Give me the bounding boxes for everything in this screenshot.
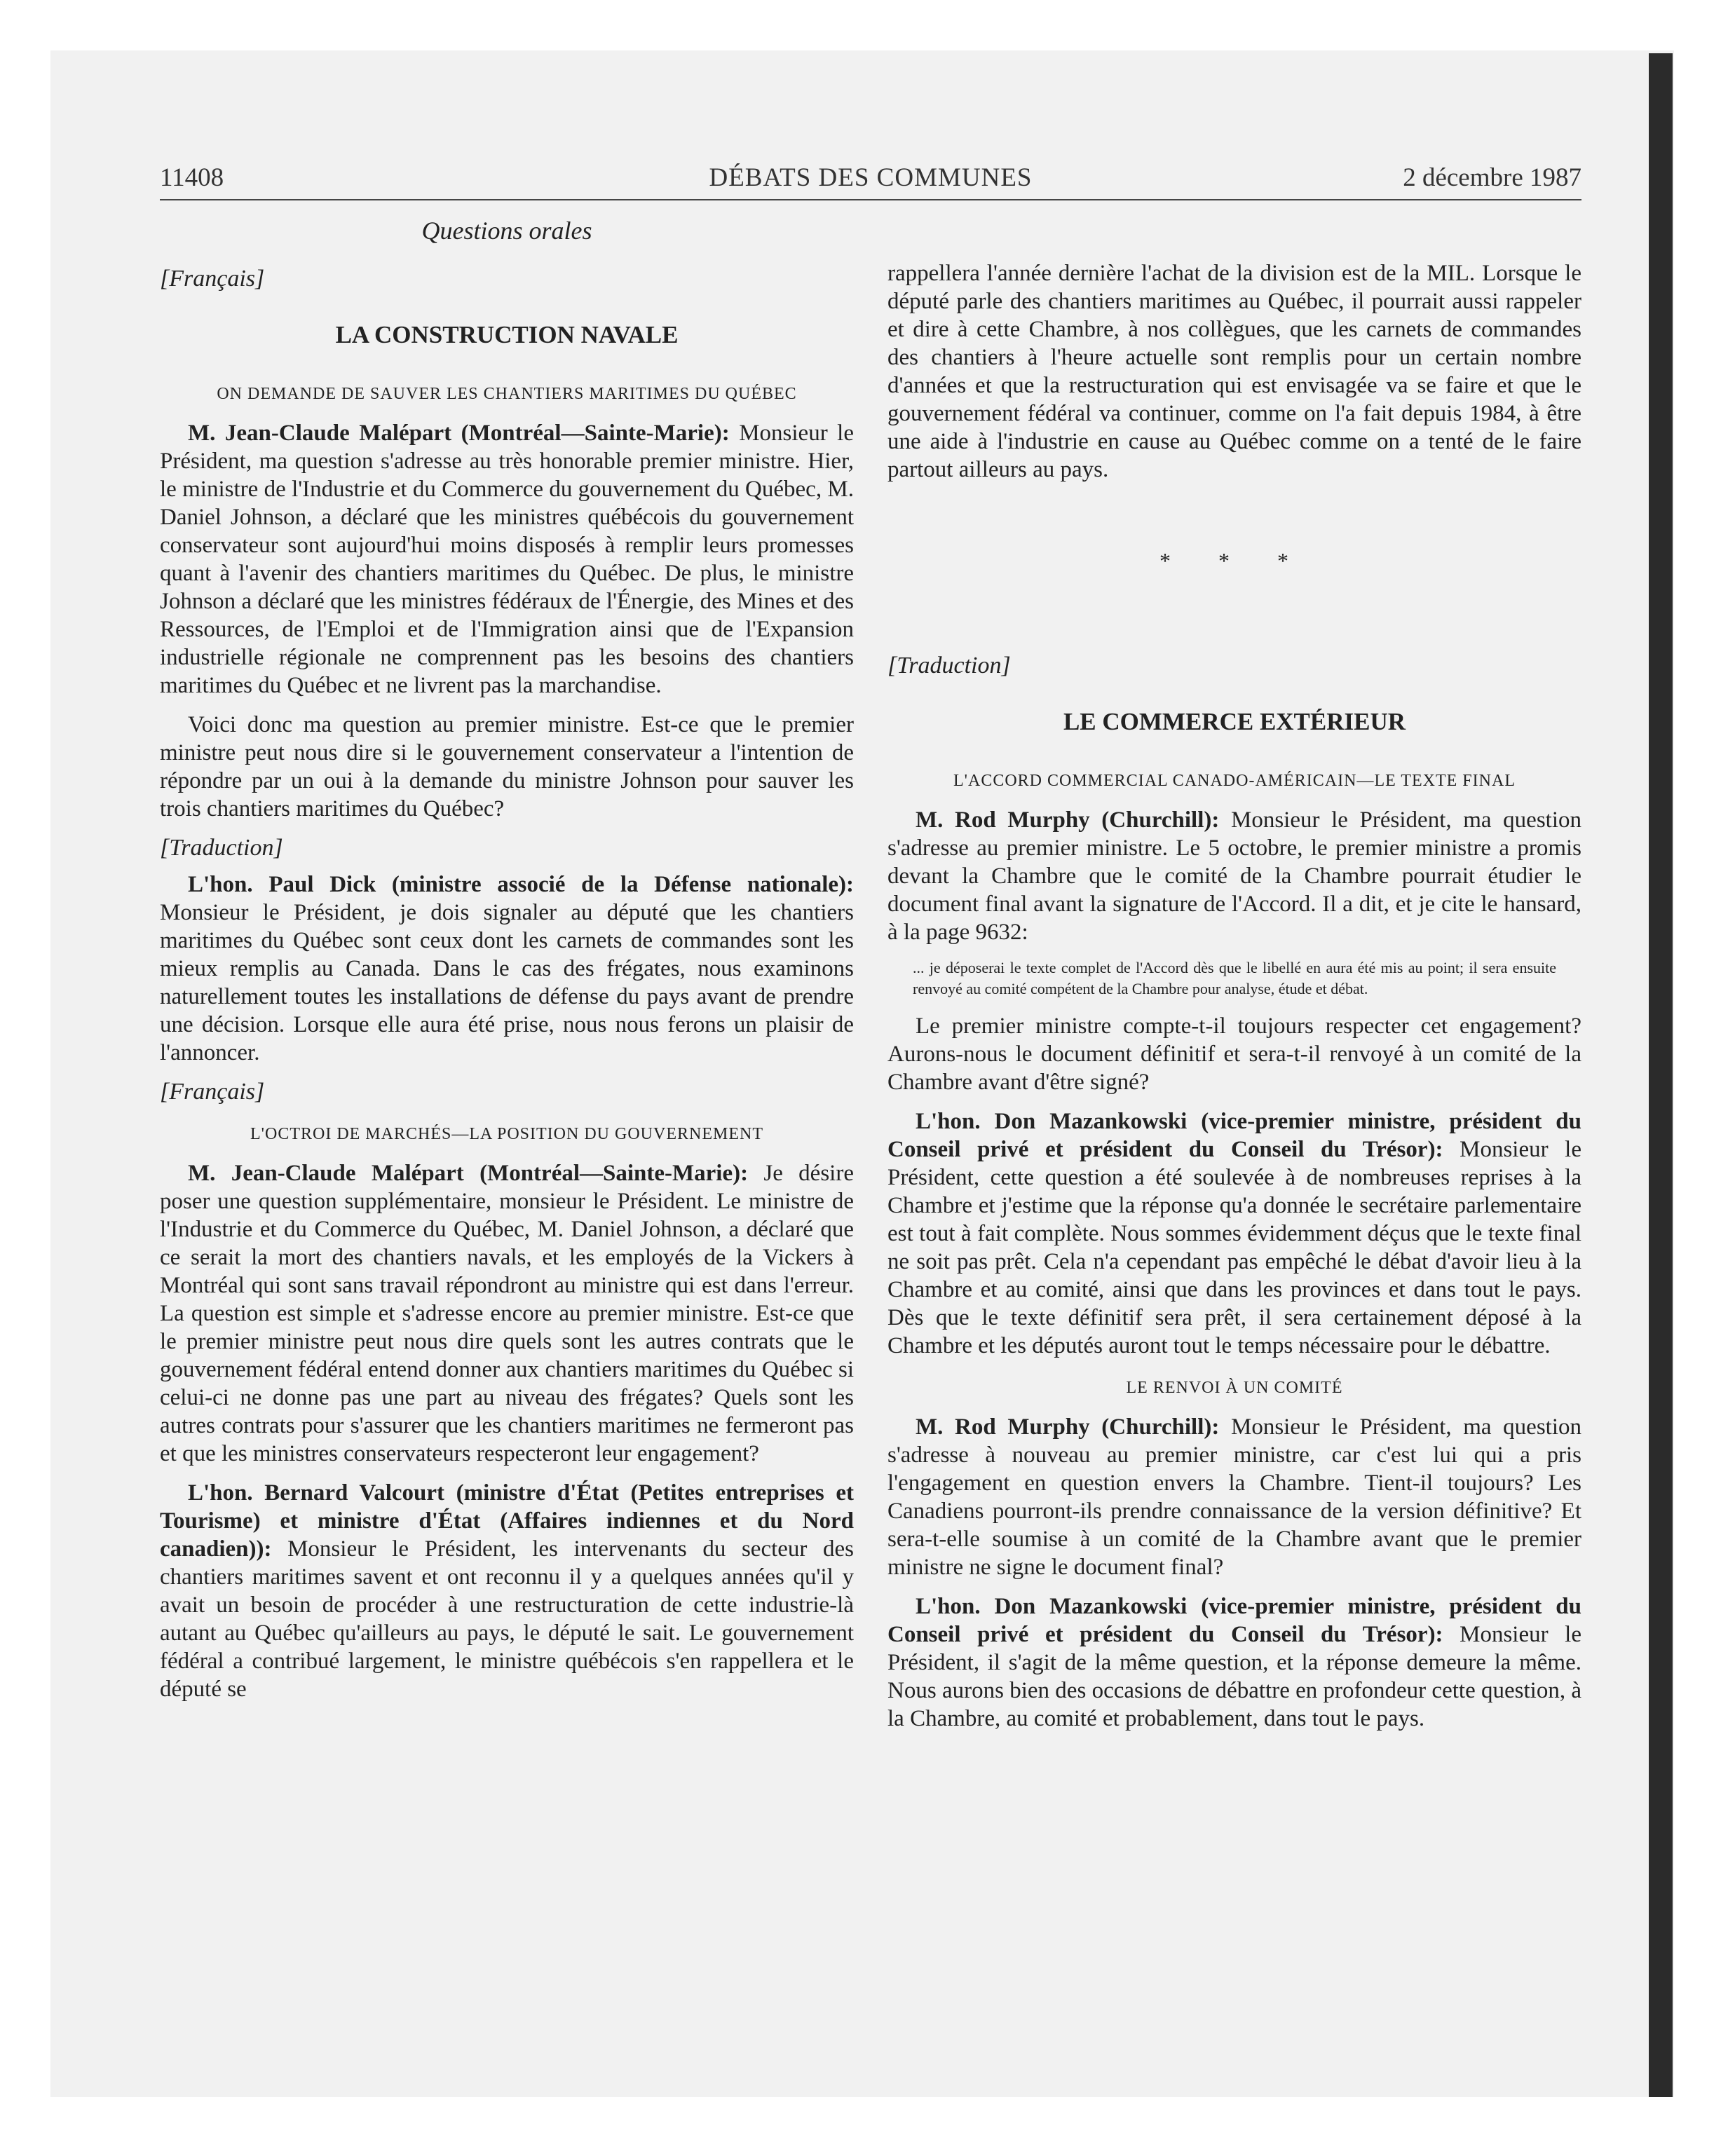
subsection-heading: L'OCTROI DE MARCHÉS—LA POSITION DU GOUVERNEMENT (250, 1125, 763, 1143)
speaker-name: L'hon. Don Mazankowski (vice-premier ministre, président du Conseil privé et président du Conseil du Trésor): (887, 1594, 1581, 1647)
speaker-name: M. Rod Murphy (Churchill): (916, 1414, 1220, 1440)
language-note: [Traduction] (160, 835, 283, 861)
scan-edge-bar (1649, 53, 1673, 2097)
speech-paragraph (160, 1479, 854, 1703)
language-note: [Français] (160, 266, 265, 292)
left-column (160, 259, 854, 1714)
speech-text: Monsieur le Président, ma question s'adresse au très honorable premier ministre. Hier, le ministre de l'Industrie et du Commerce du gouvernement du Québec, M. Daniel Johnson, a déclaré que les ministres québécois du gouvernement conservateur sont aujourd'hui moins disposés à remplir leurs promesses quant à l'avenir des chantiers maritimes du Québec. De plus, le ministre Johnson a déclaré que les ministres fédéraux de l'Énergie, des Mines et des Ressources, de l'Emploi et de l'Immigration ainsi que de l'Expansion industrielle régionale ne comprennent pas les besoins des chantiers maritimes du Québec et ne livrent pas la marchandise. (160, 421, 854, 698)
right-column (887, 259, 1581, 1744)
speech-paragraph (887, 1592, 1581, 1733)
speaker-name: M. Rod Murphy (Churchill): (916, 807, 1220, 833)
speech-text: Monsieur le Président, ma question s'adresse au premier ministre. Le 5 octobre, le premier ministre a promis devant la Chambre que le comité de la Chambre pourrait étudier le document final avant la signature de l'Accord. Il a dit, et je cite le hansard, à la page 9632: (887, 807, 1582, 945)
language-note: [Français] (160, 1079, 265, 1105)
page-number: 11408 (160, 163, 224, 192)
subsection-heading: L'ACCORD COMMERCIAL CANADO-AMÉRICAIN—LE TEXTE FINAL (953, 772, 1516, 790)
hansard-quote: ... je déposerai le texte complet de l'Accord dès que le libellé en aura été mis au point; il sera ensuite renvoyé au comité compétent de la Chambre pour analyse, étude et débat. (913, 959, 1556, 997)
speech-paragraph: Voici donc ma question au premier ministre. Est-ce que le premier ministre peut nous dire si le gouvernement conservateur a l'intention de répondre par un oui à la demande du ministre Johnson pour sauver les trois chantiers maritimes du Québec? (160, 712, 854, 821)
speaker-name: M. Jean-Claude Malépart (Montréal—Sainte-Marie): (188, 1161, 749, 1186)
header-rule (160, 199, 1581, 200)
section-heading: LA CONSTRUCTION NAVALE (335, 321, 679, 348)
speaker-name: L'hon. Paul Dick (ministre associé de la Défense nationale): (188, 872, 854, 897)
speech-text: Monsieur le Président, cette question a été soulevée à de nombreuses reprises à la Chambre et j'estime que la réponse qu'a donnée le secrétaire parlementaire est tout à fait complète. Nous sommes évidemment déçus que le texte final ne soit pas prêt. Cela n'a cependant pas empêché le débat d'avoir lieu à la Chambre et au comité, ainsi que dans les provinces et dans tout le pays. Dès que le texte définitif sera prêt, il sera certainement déposé à la Chambre et les députés auront tout le temps nécessaire pour le débattre. (887, 1137, 1581, 1358)
section-heading: LE COMMERCE EXTÉRIEUR (1063, 708, 1406, 735)
speaker-name: M. Jean-Claude Malépart (Montréal—Sainte-Marie): (188, 421, 730, 446)
section-subheader: Questions orales (421, 217, 592, 245)
speech-text: Monsieur le Président, il s'agit de la même question, et la réponse demeure la même. Nous aurons bien des occasions de débattre en profondeur cette question, à la Chambre, au comité et probablement, dans tout le pays. (887, 1622, 1581, 1731)
speech-text: Monsieur le Président, je dois signaler au député que les chantiers maritimes du Québec sont ceux dont les carnets de commandes sont les mieux remplis au Canada. Dans le cas des frégates, nous examinons naturellement toutes les installations de défense du pays avant de prendre une décision. Lorsque elle aura été prise, nous nous ferons un plaisir de l'annoncer. (160, 900, 854, 1065)
subsection-heading: LE RENVOI À UN COMITÉ (1126, 1379, 1343, 1397)
subsection-heading: ON DEMANDE DE SAUVER LES CHANTIERS MARITIMES DU QUÉBEC (217, 385, 797, 403)
speech-paragraph (160, 419, 854, 700)
speech-paragraph (160, 1159, 854, 1468)
running-header (160, 163, 1581, 198)
speech-paragraph (887, 1413, 1581, 1581)
speech-paragraph (887, 1107, 1581, 1360)
speech-paragraph (160, 871, 854, 1067)
speech-paragraph: Le premier ministre compte-t-il toujours respecter cet engagement? Aurons-nous le document définitif et sera-t-il renvoyé à un comité de la Chambre avant d'être signé? (887, 1014, 1581, 1095)
speech-text: Monsieur le Président, ma question s'adresse à nouveau au premier ministre, car c'est lui qui a pris l'engagement en question envers la Chambre. Tient-il toujours? Les Canadiens pourront-ils prendre connaissance de la version définitive? Et sera-t-elle soumise à un comité de la Chambre avant que le premier ministre ne signe le document final? (887, 1414, 1582, 1580)
speech-text: Je désire poser une question supplémentaire, monsieur le Président. Le ministre de l'Industrie et du Commerce du Québec, M. Daniel Johnson, a déclaré que ce serait la mort des chantiers navals, et les employés de la Vickers à Montréal qui sont sans travail répondront au ministre qui est dans l'erreur. La question est simple et s'adresse encore au premier ministre. Est-ce que le premier ministre peut nous dire quels sont les autres contrats que le gouvernement fédéral entend donner aux chantiers maritimes du Québec si celui-ci ne donne pas une part au niveau des frégates? Quels sont les autres contrats pour s'assurer que les chantiers maritimes ne fermeront pas et que les ministres conservateurs respecteront leur engagement? (160, 1161, 854, 1466)
speaker-name: L'hon. Bernard Valcourt (ministre d'État (Petites entreprises et Tourisme) et ministre d'État (Affaires indiennes et du Nord canadien)): (160, 1480, 854, 1562)
speech-paragraph: rappellera l'année dernière l'achat de la division est de la MIL. Lorsque le député parle des chantiers maritimes au Québec, il pourrait aussi rappeler et dire à cette Chambre, à nos collègues, que les carnets de commandes des chantiers à l'heure actuelle sont remplis pour un certain nombre d'années et que la restructuration qui est envisagée va se faire et que le gouvernement fédéral va continuer, comme on l'a fait depuis 1984, à être une aide à l'industrie en cause au Québec comme on a tenté de le faire partout ailleurs au pays. (887, 261, 1581, 482)
publication-title: DÉBATS DES COMMUNES (709, 163, 1033, 192)
speech-text: Monsieur le Président, les intervenants du secteur des chantiers maritimes savent et ont reconnu il y a quelques années qu'il y avait un besoin de procéder à une restructuration de cette industrie-là autant au Québec qu'ailleurs au pays, le député le sait. Le gouvernement fédéral a contribué largement, le ministre québécois s'en rappellera et le député se (160, 1536, 854, 1702)
language-note: [Traduction] (887, 653, 1011, 678)
speaker-name: L'hon. Don Mazankowski (vice-premier ministre, président du Conseil privé et président du Conseil du Trésor): (887, 1109, 1581, 1162)
speech-paragraph (887, 806, 1581, 946)
section-separator: * * * (1159, 548, 1309, 573)
publication-date: 2 décembre 1987 (1403, 163, 1581, 192)
